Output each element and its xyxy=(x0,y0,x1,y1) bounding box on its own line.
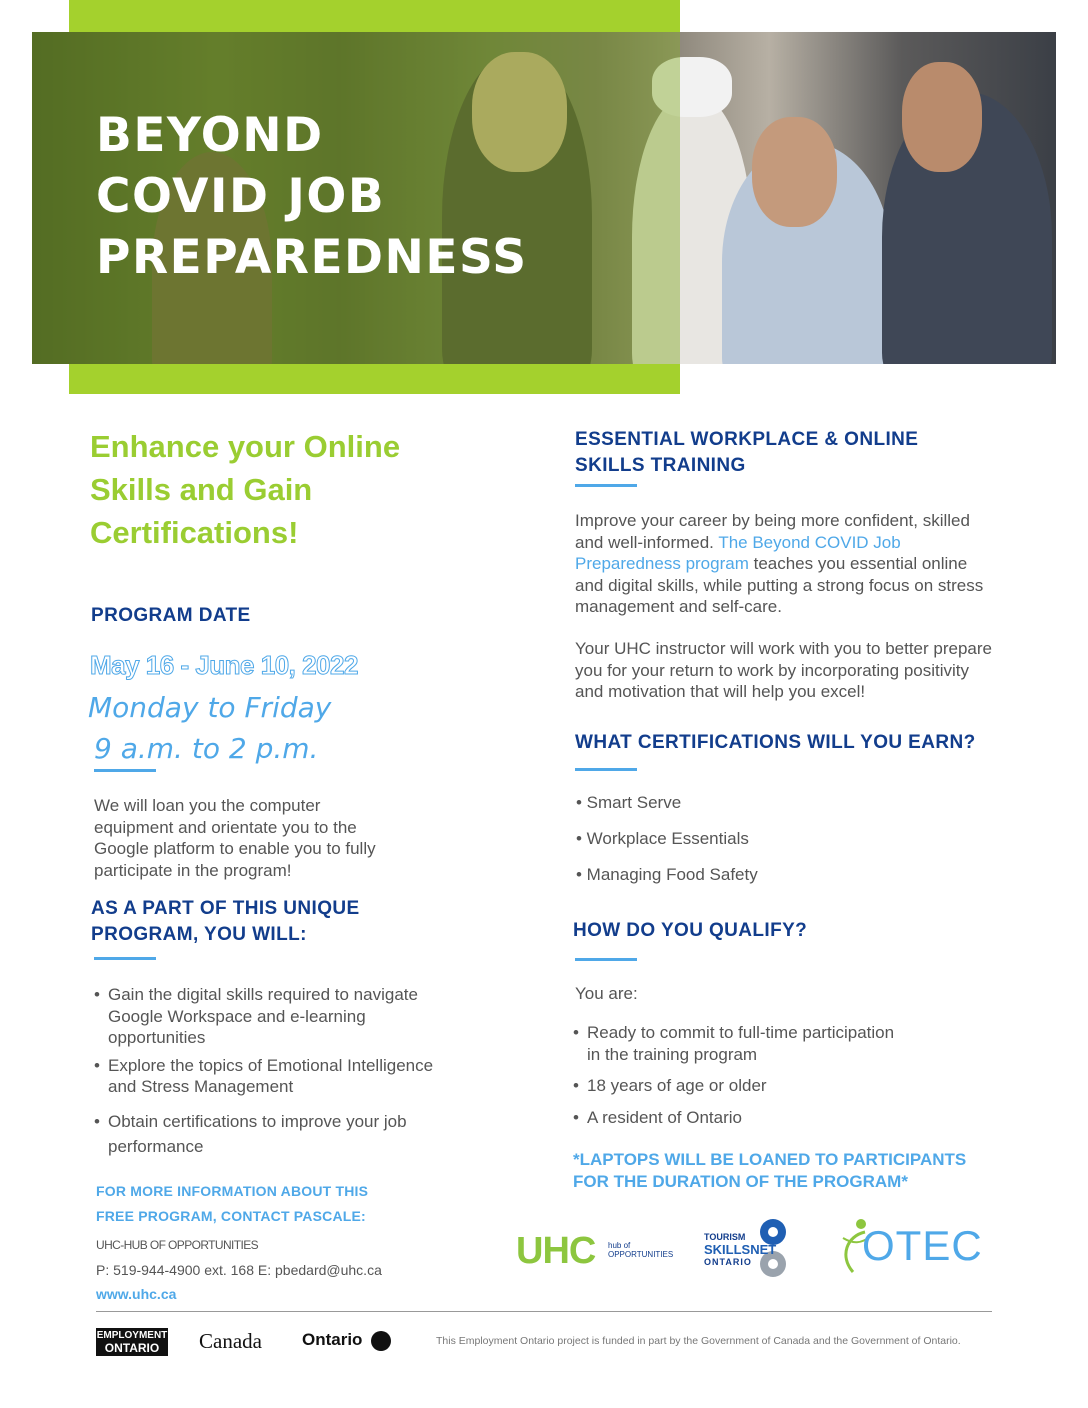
list-item-line: in the training program xyxy=(587,1044,758,1064)
instructor-paragraph: Your UHC instructor will work with you to better prepare you for your return to work by incorporating positivity and motivation that will help you excel! xyxy=(575,639,992,701)
ontario-logo-text: Ontario xyxy=(302,1330,363,1349)
list-item-line: • A resident of Ontario xyxy=(587,1107,742,1127)
hero-title xyxy=(96,105,616,288)
list-item-line: • Explore the topics of Emotional Intelligence xyxy=(108,1055,434,1075)
uhc-subtitle-line: OPPORTUNITIES xyxy=(608,1250,674,1259)
unique-heading-line: AS A PART OF THIS UNIQUE xyxy=(91,898,360,919)
hero-title-line: PREPAREDNESS xyxy=(96,230,528,285)
loan-text-line: We will loan you the computer xyxy=(94,796,321,815)
canada-wordmark: Canada xyxy=(199,1329,262,1353)
uhc-logo xyxy=(516,1231,595,1271)
divider-rule xyxy=(575,958,637,961)
list-item-line: performance xyxy=(108,1136,204,1156)
certifications-heading: WHAT CERTIFICATIONS WILL YOU EARN? xyxy=(575,732,976,753)
uhc-subtitle-line: hub of xyxy=(608,1241,631,1250)
divider-rule xyxy=(575,768,637,771)
program-date-range: May 16 - June 10, 2022 xyxy=(90,650,358,680)
trillium-icon xyxy=(371,1331,391,1351)
list-item xyxy=(94,1055,454,1098)
funding-statement: This Employment Ontario project is funded in part by the Government of Canada and the Government of Ontario. xyxy=(436,1335,961,1347)
info-heading-line: FREE PROGRAM, CONTACT PASCALE: xyxy=(96,1208,366,1224)
divider-rule xyxy=(94,769,156,772)
list-item xyxy=(94,984,454,1049)
employment-ontario-logo xyxy=(96,1328,168,1356)
training-paragraph xyxy=(575,510,993,618)
program-date-heading: PROGRAM DATE xyxy=(91,605,251,626)
ontario-line: ONTARIO xyxy=(704,1257,752,1267)
loan-text-line: participate in the program! xyxy=(94,860,292,880)
face-woman xyxy=(752,117,837,227)
contact-info: P: 519-944-4900 ext. 168 E: pbedard@uhc.ca xyxy=(96,1262,382,1278)
face-man-right xyxy=(902,62,982,172)
training-heading-line: ESSENTIAL WORKPLACE & ONLINE xyxy=(575,429,919,450)
tourism-line: TOURISM xyxy=(704,1232,746,1242)
paragraph-text: teaches you essential online and digital skills, while putting a strong focus on stress management and self-care. xyxy=(575,554,984,616)
info-heading-line: FOR MORE INFORMATION ABOUT THIS xyxy=(96,1183,369,1199)
uhc-logo-subtitle xyxy=(608,1241,673,1259)
uhc-logo-text: UHC xyxy=(516,1230,596,1272)
hero-title-line: COVID JOB xyxy=(96,169,386,224)
laptop-note-line: FOR THE DURATION OF THE PROGRAM* xyxy=(573,1172,908,1191)
eo-line: ONTARIO xyxy=(104,1341,160,1355)
laptop-note xyxy=(573,1149,1003,1193)
unique-program-list xyxy=(94,984,454,1159)
list-item xyxy=(573,1022,993,1065)
unique-heading-line: PROGRAM, YOU WILL: xyxy=(91,924,307,945)
training-heading xyxy=(575,427,918,479)
loan-text-line: Google platform to enable you to fully xyxy=(94,839,376,858)
list-item-line: • Obtain certifications to improve your job xyxy=(108,1111,407,1131)
training-heading-line: SKILLS TRAINING xyxy=(575,455,746,476)
eo-line: EMPLOYMENT xyxy=(96,1330,168,1341)
divider-rule xyxy=(94,957,156,960)
footer-rule xyxy=(96,1311,992,1312)
tourism-skillsnet-logo xyxy=(704,1232,776,1267)
list-item xyxy=(94,1109,454,1159)
paragraph-text: Improve your career by being more confident, skilled and well-informed. xyxy=(575,511,970,552)
info-heading xyxy=(96,1179,368,1229)
qualify-list xyxy=(573,1022,993,1128)
hero-title-line: BEYOND xyxy=(96,108,324,163)
list-item-line: and Stress Management xyxy=(108,1077,294,1096)
list-item-line: Google Workspace and e-learning xyxy=(108,1006,366,1026)
website-link[interactable]: www.uhc.ca xyxy=(96,1286,177,1302)
you-are-label: You are: xyxy=(575,984,638,1003)
program-name-highlight: The Beyond COVID Job Preparedness program xyxy=(575,532,901,573)
certification-item: • Managing Food Safety xyxy=(576,865,758,884)
certification-item: • Smart Serve xyxy=(576,793,682,812)
list-item-line: • Gain the digital skills required to navigate xyxy=(108,985,418,1004)
certification-item: • Workplace Essentials xyxy=(576,829,749,848)
list-item xyxy=(573,1107,993,1129)
otec-logo: OTEC xyxy=(862,1222,983,1269)
list-item-line: • 18 years of age or older xyxy=(587,1076,767,1095)
ontario-logo xyxy=(302,1330,391,1351)
unique-program-heading xyxy=(91,896,360,948)
list-item-line: opportunities xyxy=(108,1028,206,1047)
org-name: UHC-HUB OF OPPORTUNITIES xyxy=(96,1238,259,1252)
subhead-line: Skills and Gain xyxy=(90,472,313,507)
program-days: Monday to Friday xyxy=(88,691,332,724)
subhead xyxy=(90,425,490,554)
divider-rule xyxy=(575,484,637,487)
subhead-line: Enhance your Online xyxy=(90,429,401,464)
skillsnet-line: SKILLSNET xyxy=(704,1242,777,1257)
subhead-line: Certifications! xyxy=(90,515,299,550)
loan-text xyxy=(94,795,434,881)
list-item-line: • Ready to commit to full-time participation xyxy=(587,1023,895,1042)
loan-text-line: equipment and orientate you to the xyxy=(94,817,357,837)
qualify-heading: HOW DO YOU QUALIFY? xyxy=(573,920,808,941)
laptop-note-line: *LAPTOPS WILL BE LOANED TO PARTICIPANTS xyxy=(573,1150,967,1169)
program-hours: 9 a.m. to 2 p.m. xyxy=(94,732,319,765)
list-item xyxy=(573,1075,993,1097)
